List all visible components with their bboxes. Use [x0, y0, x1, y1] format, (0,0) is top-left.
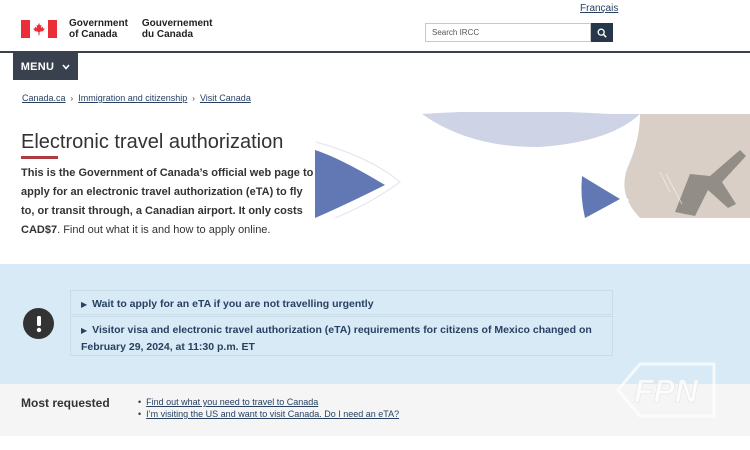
- breadcrumb-visit-canada-link[interactable]: Visit Canada: [199, 93, 251, 103]
- gov-en-line1: Government: [69, 18, 128, 29]
- breadcrumb-canada-link[interactable]: Canada.ca: [22, 93, 66, 103]
- travel-requirements-link[interactable]: Find out what you need to travel to Canada: [146, 397, 319, 407]
- search-bar: [425, 23, 613, 42]
- menu-label: MENU: [20, 60, 55, 73]
- chevron-right-icon: ›: [192, 93, 195, 103]
- gov-fr-line1: Gouvernement: [141, 18, 213, 29]
- canada-flag-icon: [21, 20, 57, 38]
- visiting-from-us-link[interactable]: I’m visiting the US and want to visit Canada. Do I need an eTA?: [146, 409, 400, 419]
- search-button[interactable]: [591, 23, 613, 42]
- chevron-right-icon: ›: [70, 93, 74, 103]
- search-icon: [597, 28, 607, 38]
- breadcrumb-immigration-link[interactable]: Immigration and citizenship: [78, 93, 188, 103]
- government-wordmark: [69, 18, 226, 40]
- intro-paragraph: [21, 164, 317, 240]
- menu-button[interactable]: [13, 53, 78, 80]
- intro-bold-text: This is the Government of Canada’s official web page to apply for an electronic travel authorization (eTA) to fly to, or transit through, a Canadian airport. It only costs CAD$7: [21, 167, 314, 236]
- chevron-down-icon: [62, 64, 70, 70]
- title-underline: [21, 156, 58, 159]
- exclamation-icon: [23, 308, 54, 339]
- breadcrumb: [22, 93, 251, 103]
- government-of-canada-logo[interactable]: [21, 18, 226, 40]
- alert-mexico-requirements-toggle[interactable]: [70, 316, 613, 356]
- watermark-text: FPN: [634, 373, 698, 409]
- disclosure-triangle-icon: ▶: [81, 326, 88, 335]
- language-toggle-link[interactable]: Français: [580, 3, 619, 14]
- fpn-watermark-logo: [614, 358, 718, 422]
- gov-en-line2: of Canada: [69, 29, 118, 40]
- gov-fr-line2: du Canada: [141, 29, 194, 40]
- intro-plain-text: . Find out what it is and how to apply online.: [57, 224, 271, 236]
- most-requested-list: [138, 397, 399, 421]
- list-item: [138, 397, 399, 407]
- alert-eta-wait-toggle[interactable]: [70, 290, 613, 315]
- hero-illustration: [310, 112, 750, 218]
- list-item: [138, 409, 399, 419]
- search-input[interactable]: [425, 23, 591, 42]
- site-header: [0, 0, 750, 53]
- alert-eta-wait-text: Wait to apply for an eTA if you are not travelling urgently: [92, 298, 374, 310]
- disclosure-triangle-icon: ▶: [81, 300, 88, 309]
- alert-mexico-requirements-text: Visitor visa and electronic travel authorization (eTA) requirements for citizens of Mexico changed on February 29, 2024, at 11:30 p.m. ET: [81, 324, 592, 353]
- page-title: Electronic travel authorization: [21, 131, 284, 153]
- most-requested-heading: Most requested: [21, 396, 110, 410]
